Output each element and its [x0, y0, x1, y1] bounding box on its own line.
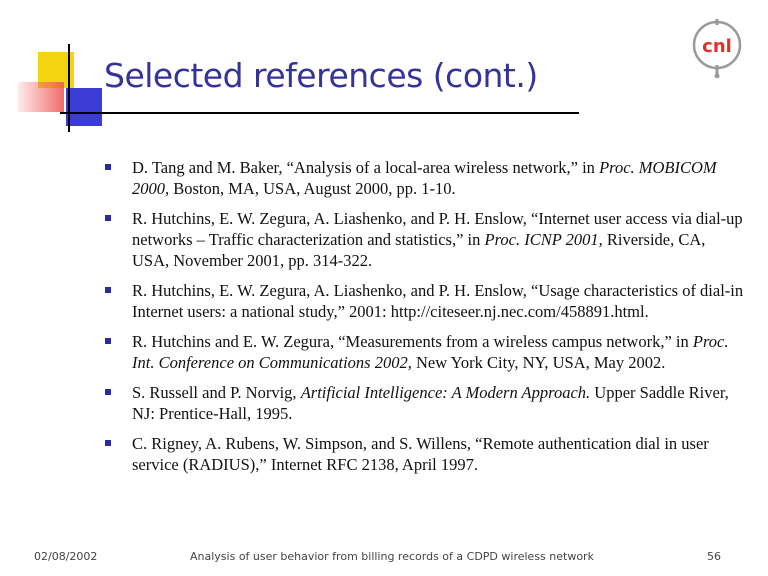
reference-italic-text: Proc. MOBICOM 2000,: [132, 158, 717, 198]
decor-vertical-line: [68, 44, 70, 132]
footer-date: 02/08/2002: [34, 550, 98, 563]
reference-item: [105, 433, 745, 475]
logo-text: cnl: [702, 36, 732, 57]
bullet-icon: [105, 389, 111, 395]
reference-text: Riverside, CA, USA, November 2001, pp. 314-322.: [132, 230, 706, 270]
title-underline: [60, 112, 579, 114]
bullet-icon: [105, 440, 111, 446]
bullet-icon: [105, 215, 111, 221]
reference-list: [105, 157, 745, 484]
reference-item: [105, 280, 745, 322]
reference-italic-text: Artificial Intelligence: A Modern Approach.: [300, 383, 591, 402]
reference-item: [105, 157, 745, 199]
reference-text: S. Russell and P. Norvig,: [132, 383, 301, 402]
reference-item: [105, 382, 745, 424]
reference-text: D. Tang and M. Baker, “Analysis of a local-area wireless network,” in: [132, 158, 600, 177]
bullet-icon: [105, 287, 111, 293]
reference-text: R. Hutchins, E. W. Zegura, A. Liashenko, and P. H. Enslow, “Internet user access via dial-up networks – Traffic characterization and statistics,” in: [132, 209, 743, 249]
reference-text: Upper Saddle River, NJ: Prentice-Hall, 1995.: [132, 383, 729, 423]
reference-italic-text: Proc. Int. Conference on Communications 2002,: [132, 332, 729, 372]
reference-item: [105, 208, 745, 271]
bullet-icon: [105, 164, 111, 170]
reference-italic-text: Proc. ICNP 2001,: [484, 230, 603, 249]
cnl-logo-icon: [690, 18, 744, 78]
reference-item: [105, 331, 745, 373]
footer-title: Analysis of user behavior from billing records of a CDPD wireless network: [190, 550, 594, 563]
reference-text: R. Hutchins and E. W. Zegura, “Measurements from a wireless campus network,” in: [132, 332, 693, 351]
slide-title: Selected references (cont.): [104, 56, 538, 95]
decor-blue-square: [66, 88, 102, 126]
page-number: 56: [707, 550, 721, 563]
reference-text: Boston, MA, USA, August 2000, pp. 1-10.: [169, 179, 456, 198]
reference-text: New York City, NY, USA, May 2002.: [411, 353, 666, 372]
decorative-squares: [0, 0, 120, 140]
reference-text: C. Rigney, A. Rubens, W. Simpson, and S. Willens, “Remote authentication dial in user service (RADIUS),” Internet RFC 2138, April 1997.: [132, 434, 709, 474]
decor-red-square: [18, 82, 64, 112]
bullet-icon: [105, 338, 111, 344]
reference-text: R. Hutchins, E. W. Zegura, A. Liashenko, and P. H. Enslow, “Usage characteristics of dial-in Internet users: a national study,” 2001: http://citeseer.nj.nec.com/458891.html.: [132, 281, 744, 321]
